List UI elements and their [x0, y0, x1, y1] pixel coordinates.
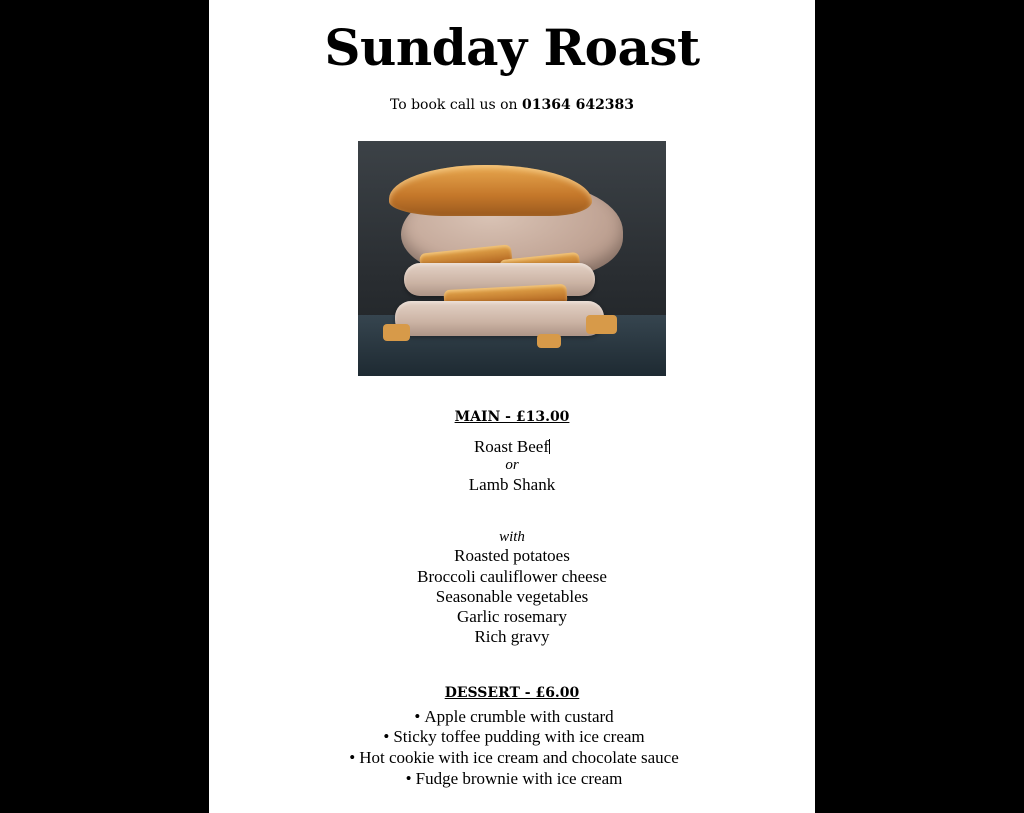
bullet-icon: •: [414, 706, 421, 726]
bullet-icon: •: [405, 768, 412, 788]
main-option-first-label: Roast Beef: [473, 437, 550, 456]
dessert-section: [209, 685, 815, 790]
dessert-item-label: Apple crumble with custard: [424, 706, 614, 726]
list-item: [209, 707, 815, 728]
document-page: [209, 0, 815, 813]
main-course-options: [209, 437, 815, 495]
main-course-section: [209, 409, 815, 647]
with-label: with: [499, 528, 525, 545]
page-title: Sunday Roast: [324, 18, 700, 77]
photo-meat-slice: [395, 301, 604, 336]
main-option-separator: or: [505, 457, 519, 474]
dessert-item-label: Sticky toffee pudding with ice cream: [393, 727, 645, 747]
main-option-second: Lamb Shank: [468, 474, 556, 494]
booking-prefix: To book call us on: [389, 97, 522, 113]
sides-block: [209, 529, 815, 647]
side-item: Roasted potatoes: [454, 546, 570, 566]
side-item: Broccoli cauliflower cheese: [417, 566, 607, 586]
main-option-first: [209, 437, 815, 457]
roast-pork-photo: [358, 141, 666, 376]
dessert-item-label: Hot cookie with ice cream and chocolate sauce: [359, 748, 679, 768]
dessert-item-label: Fudge brownie with ice cream: [415, 768, 623, 788]
bullet-icon: •: [349, 748, 356, 768]
list-item: [209, 769, 815, 790]
image-container: [209, 141, 815, 381]
list-item: [209, 727, 815, 748]
dessert-list: [209, 707, 815, 790]
photo-crumb: [586, 315, 617, 334]
side-item: Rich gravy: [474, 626, 550, 646]
list-item: [209, 748, 815, 769]
text-cursor: [549, 439, 550, 454]
photo-crumb: [537, 334, 562, 348]
photo-crumb: [383, 324, 411, 340]
booking-line: [209, 97, 815, 113]
side-item: Seasonable vegetables: [435, 586, 589, 606]
dessert-heading: DESSERT - £6.00: [444, 684, 580, 701]
bullet-icon: •: [383, 727, 390, 747]
side-item: Garlic rosemary: [457, 606, 567, 626]
main-course-heading: MAIN - £13.00: [454, 409, 570, 425]
booking-phone: 01364 642383: [522, 97, 635, 113]
